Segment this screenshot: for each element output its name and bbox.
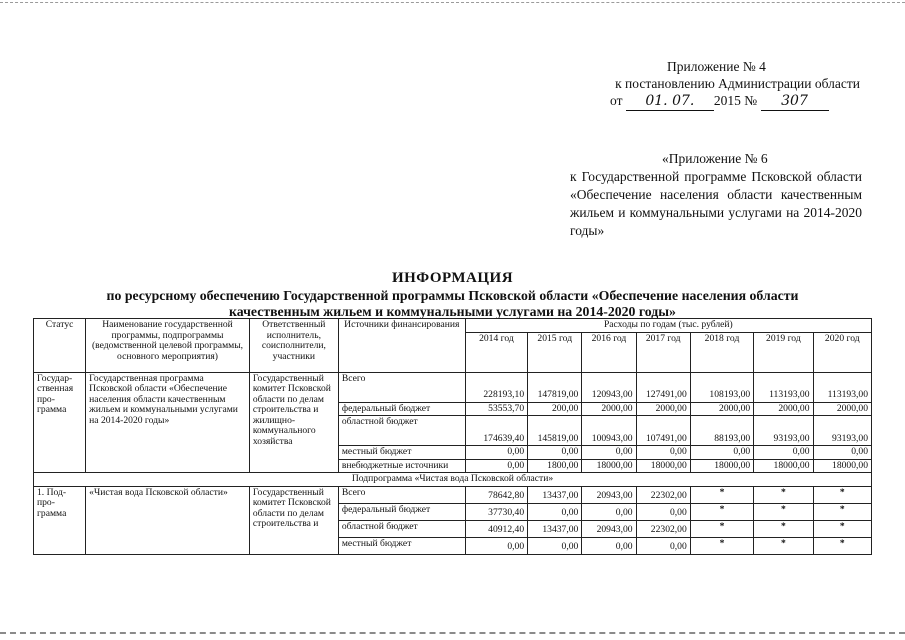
appendix-6-title: «Приложение № 6 [662,151,768,166]
value-cell: * [754,503,813,520]
value-cell: 0,00 [636,537,690,554]
value-cell: 37730,40 [465,503,527,520]
value-cell: * [813,520,871,537]
value-cell: 18000,00 [754,459,813,473]
appendix-4-decree: к постановлению Администрации области [615,76,860,91]
value-cell: 18000,00 [636,459,690,473]
value-cell: 113193,00 [813,372,871,402]
value-cell: 53553,70 [465,402,527,416]
header-year: 2017 год [636,332,690,372]
table-row [34,486,872,503]
subprogram-executor: Государственный комитет Псковской области по делам строительства и [249,486,338,554]
value-cell: 93193,00 [754,416,813,446]
value-cell: 93193,00 [813,416,871,446]
source-cell: местный бюджет [338,446,465,460]
document-title: ИНФОРМАЦИЯ [391,270,514,286]
value-cell: 0,00 [690,446,753,460]
value-cell: 13437,00 [528,486,582,503]
header-row-1 [34,319,872,333]
header-year: 2019 год [754,332,813,372]
appendix-4-title: Приложение № 4 [667,59,766,74]
value-cell: * [690,537,753,554]
appendix-4-date-line [590,92,860,111]
value-cell: 0,00 [528,503,582,520]
source-cell: областной бюджет [338,520,465,537]
source-cell: Всего [338,372,465,402]
header-status: Статус [34,319,86,373]
header-year: 2015 год [528,332,582,372]
source-cell: Всего [338,486,465,503]
header-year: 2014 год [465,332,527,372]
value-cell: 40912,40 [465,520,527,537]
handwritten-number: 307 [761,93,829,111]
value-cell: 174639,40 [465,416,527,446]
value-cell: 18000,00 [813,459,871,473]
value-cell: 108193,00 [690,372,753,402]
header-expenses: Расходы по годам (тыс. рублей) [465,319,871,333]
value-cell: * [754,486,813,503]
value-cell: 200,00 [528,402,582,416]
header-year: 2016 год [582,332,636,372]
value-cell: 20943,00 [582,520,636,537]
header-year: 2020 год [813,332,871,372]
program-status: Государ-ственная про-грамма [34,372,86,473]
appendix-6-header [570,150,862,240]
value-cell: * [813,486,871,503]
value-cell: 100943,00 [582,416,636,446]
header-sources: Источники финансирования [338,319,465,373]
value-cell: 0,00 [582,537,636,554]
value-cell: * [754,537,813,554]
value-cell: 18000,00 [690,459,753,473]
value-cell: 145819,00 [528,416,582,446]
scan-edge-top [0,2,905,3]
value-cell: 13437,00 [528,520,582,537]
subprogram-title-row [34,473,872,487]
value-cell: 20943,00 [582,486,636,503]
value-cell: 18000,00 [582,459,636,473]
subtitle-line-1: по ресурсному обеспечению Государственной программы Псковской области «Обеспечение населения области [106,288,799,303]
source-cell: федеральный бюджет [338,402,465,416]
from-label: от [610,93,623,108]
source-cell: внебюджетные источники [338,459,465,473]
value-cell: 127491,00 [636,372,690,402]
value-cell: 22302,00 [636,486,690,503]
value-cell: 0,00 [528,537,582,554]
document-subtitle [50,288,855,319]
value-cell: 120943,00 [582,372,636,402]
subprogram-title: Подпрограмма «Чистая вода Псковской области» [34,473,872,487]
handwritten-date: 01. 07. [626,93,714,111]
subprogram-status: 1. Под-про-грамма [34,486,86,554]
value-cell: 0,00 [636,503,690,520]
value-cell: * [690,503,753,520]
resource-table [33,318,872,555]
source-cell: местный бюджет [338,537,465,554]
source-cell: федеральный бюджет [338,503,465,520]
value-cell: 22302,00 [636,520,690,537]
value-cell: 0,00 [813,446,871,460]
appendix-4-header [590,58,860,111]
value-cell: 147819,00 [528,372,582,402]
value-cell: 2000,00 [636,402,690,416]
program-name: Государственная программа Псковской области «Обеспечение населения области качественным жильем и коммунальными услугами на 2014-2020 годы» [86,372,250,473]
value-cell: 1800,00 [528,459,582,473]
value-cell: 0,00 [465,537,527,554]
value-cell: 2000,00 [582,402,636,416]
appendix-6-body: к Государственной программе Псковской области «Обеспечение населения области качественным жильем и коммунальными услугами на 2014-2020 годы» [570,169,862,238]
value-cell: 0,00 [465,446,527,460]
header-name: Наименование государственной программы, подпрограммы (ведомственной целевой программы, основного мероприятия) [86,319,250,373]
value-cell: 0,00 [582,503,636,520]
value-cell: 107491,00 [636,416,690,446]
source-cell: областной бюджет [338,416,465,446]
value-cell: * [813,503,871,520]
header-executor: Ответственный исполнитель, соисполнители, участники [249,319,338,373]
value-cell: 0,00 [636,446,690,460]
value-cell: * [754,520,813,537]
value-cell: 0,00 [528,446,582,460]
program-executor: Государственный комитет Псковской области по делам строительства и жилищно-коммунального хозяйства [249,372,338,473]
subprogram-name: «Чистая вода Псковской области» [86,486,250,554]
value-cell: 78642,80 [465,486,527,503]
value-cell: 0,00 [465,459,527,473]
value-cell: 2000,00 [690,402,753,416]
value-cell: * [690,486,753,503]
value-cell: 113193,00 [754,372,813,402]
table-row [34,372,872,402]
header-year: 2018 год [690,332,753,372]
value-cell: 0,00 [582,446,636,460]
subtitle-line-2: качественным жильем и коммунальными услугами на 2014-2020 годы» [229,303,676,319]
value-cell: * [813,537,871,554]
value-cell: 88193,00 [690,416,753,446]
value-cell: 2000,00 [813,402,871,416]
value-cell: 228193,10 [465,372,527,402]
year-number-label: 2015 № [713,93,758,108]
value-cell: 0,00 [754,446,813,460]
scan-edge-bottom [0,632,905,634]
value-cell: * [690,520,753,537]
value-cell: 2000,00 [754,402,813,416]
